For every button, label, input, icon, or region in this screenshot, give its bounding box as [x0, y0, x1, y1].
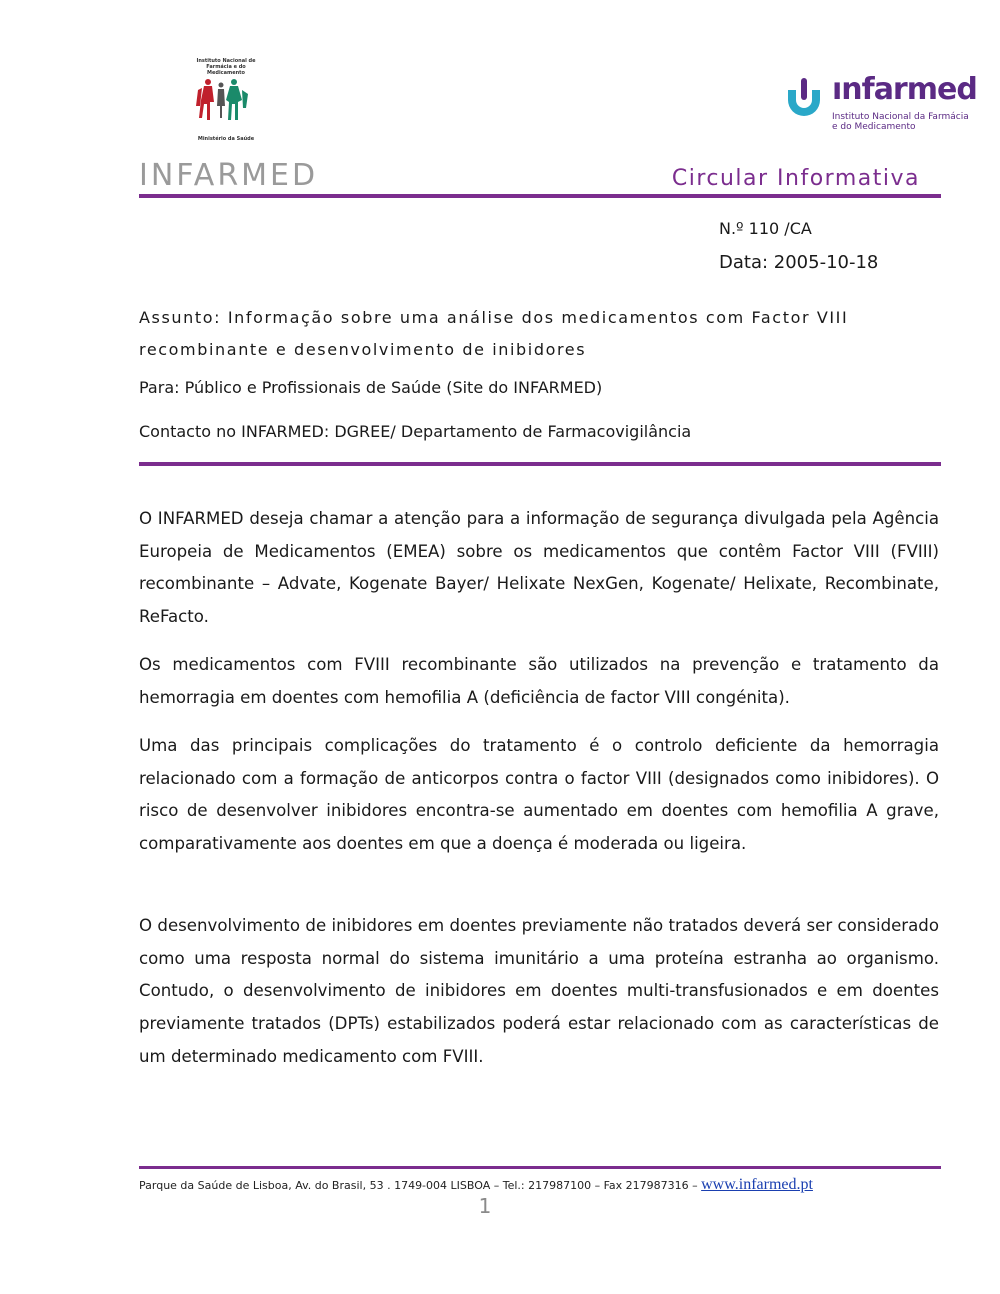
infarmed-subtitle: Instituto Nacional da Farmácia e do Medicamento [832, 112, 969, 132]
info-divider [139, 462, 941, 466]
ministry-name: Ministério da Saúde [197, 136, 255, 142]
page-number: 1 [478, 1194, 492, 1218]
body-paragraph-1: O INFARMED deseja chamar a atenção para a informação de segurança divulgada pela Agência Europeia de Medicamentos (EMEA) sobre os medicamentos que contêm Factor VIII (FVIII) recombinante – Advate, Kogenate Bayer/ Helixate NexGen, Kogenate/ Helixate, Recombinate, ReFacto. [139, 509, 939, 627]
circular-date: Data: 2005-10-18 [719, 252, 879, 273]
infarmed-wordmark: ınfarmed [832, 72, 977, 107]
infarmed-logo-icon [784, 76, 828, 120]
footer-divider [139, 1166, 941, 1169]
circular-number: N.º 110 /CA [719, 219, 812, 238]
contact-line: Contacto no INFARMED: DGREE/ Departamento de Farmacovigilância [139, 422, 692, 441]
header-divider [139, 194, 941, 198]
audience-line: Para: Público e Profissionais de Saúde (Site do INFARMED) [139, 378, 603, 397]
body-paragraph-3: Uma das principais complicações do tratamento é o controlo deficiente da hemorragia relacionado com a formação de anticorpos contra o factor VIII (designados como inibidores). O risco de desenvolver inibidores encontra-se aumentado em doentes com hemofilia A grave, comparativamente aos doentes em que a doença é moderada ou ligeira. [139, 736, 939, 854]
footer-address: Parque da Saúde de Lisboa, Av. do Brasil, 53 . 1749-004 LISBOA – Tel.: 217987100 – Fax 217987316 – [139, 1179, 702, 1192]
body-paragraph-2: Os medicamentos com FVIII recombinante são utilizados na prevenção e tratamento da hemorragia em doentes com hemofilia A (deficiência de factor VIII congénita). [139, 655, 939, 707]
body-paragraph-4: O desenvolvimento de inibidores em doentes previamente não tratados deverá ser considerado como uma resposta normal do sistema imunitário a uma proteína estranha ao organismo. Contudo, o desenvolvimento de inibidores em doentes multi-transfusionados e em doentes previamente tratados (DPTs) estabilizados poderá estar relacionado com as características de um determinado medicamento com FVIII. [139, 916, 939, 1066]
document-type: Circular Informativa [671, 166, 920, 191]
subject-line: Assunto: Informação sobre uma análise dos medicamentos com Factor VIII recombinante e desenvolvimento de inibidores [139, 308, 849, 359]
ministry-logo-title: Instituto Nacional de Farmácia e do Medicamento [196, 58, 256, 76]
brand-title: INFARMED [139, 158, 319, 193]
ministry-logo [188, 58, 264, 142]
figures-emblem-icon [188, 76, 264, 132]
footer-website-link[interactable]: www.infarmed.pt [701, 1176, 813, 1193]
footer [139, 1176, 813, 1194]
infarmed-logo [784, 72, 977, 138]
